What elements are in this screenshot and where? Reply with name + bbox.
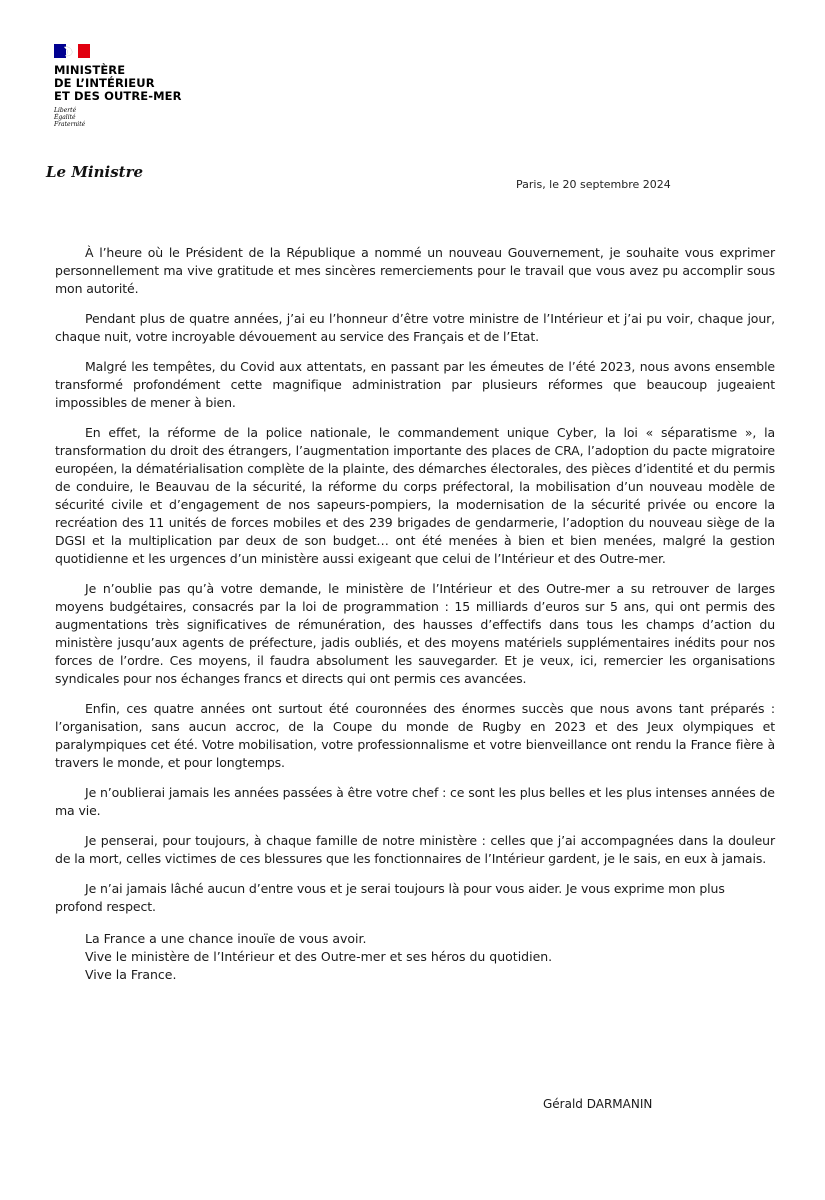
letter-body xyxy=(55,244,775,984)
motto-line: Fraternité xyxy=(54,121,86,128)
marianne-flag-icon xyxy=(54,44,90,58)
ministry-logo xyxy=(54,44,194,128)
paragraph: Je n’oublie pas qu’à votre demande, le ministère de l’Intérieur et des Outre-mer a su retrouver de larges moyens budgétaires, consacrés par la loi de programmation : 15 milliards d’euros sur 5 ans, qui ont permis des augmentations très significatives de rémunération, des hausses d’effectifs dans tous les champs d’action du ministère jusqu’aux agents de préfecture, jadis oubliés, et des moyens matériels supplémentaires inédits pour nos forces de l’ordre. Ces moyens, il faudra absolument les sauvegarder. Et je veux, ici, remercier les organisations syndicales pour nos échanges francs et directs qui ont permis ces avancées. xyxy=(55,581,775,686)
motto-line: Égalité xyxy=(54,114,76,121)
ministry-line: ET DES OUTRE-MER xyxy=(54,89,182,103)
paragraph: Je n’oublierai jamais les années passées à être votre chef : ce sont les plus belles et les plus intenses années de ma vie. xyxy=(55,785,775,818)
republic-motto xyxy=(54,107,194,128)
paragraph: Malgré les tempêtes, du Covid aux attentats, en passant par les émeutes de l’été 2023, nous avons ensemble transformé profondément cette magnifique administration par plusieurs réformes que beaucoup jugeaient impossibles de mener à bien. xyxy=(55,359,775,410)
ministry-line: DE L’INTÉRIEUR xyxy=(54,76,155,90)
motto-line: Liberté xyxy=(54,107,77,114)
paragraph: Enfin, ces quatre années ont surtout été couronnées des énormes succès que nous avons tant préparés : l’organisation, sans aucun accroc, de la Coupe du monde de Rugby en 2023 et des Jeux olympiques et paralympiques cet été. Votre mobilisation, votre professionnalisme et votre bienveillance ont rendu la France fière à travers le monde, et pour longtemps. xyxy=(55,701,775,770)
ministry-name xyxy=(54,64,194,103)
letter-date: Paris, le 20 septembre 2024 xyxy=(516,178,671,191)
closing-line: Vive le ministère de l’Intérieur et des Outre-mer et ses héros du quotidien. xyxy=(85,949,553,964)
ministry-line: MINISTÈRE xyxy=(54,63,126,77)
sender-title: Le Ministre xyxy=(46,163,144,181)
paragraph: Je penserai, pour toujours, à chaque famille de notre ministère : celles que j’ai accompagnées dans la douleur de la mort, celles victimes de ces blessures que les fonctionnaires de l’Intérieur gardent, je le sais, en eux à jamais. xyxy=(55,833,775,866)
paragraph: En effet, la réforme de la police nationale, le commandement unique Cyber, la loi « séparatisme », la transformation du droit des étrangers, l’augmentation importante des places de CRA, l’adoption du pacte migratoire européen, la dématérialisation complète de la plainte, des démarches électorales, des pièces d’identité et du permis de conduire, le Beauvau de la sécurité, la réforme du corps préfectoral, la mobilisation d’un nouveau modèle de sécurité civile et d’engagement de nos sapeurs-pompiers, la modernisation de la sécurité privée ou encore la recréation des 11 unités de forces mobiles et des 239 brigades de gendarmerie, l’adoption du nouveau siège de la DGSI et la multiplication par deux de son budget… ont été menées à bien et bien menées, malgré la gestion quotidienne et les urgences d’un ministère aussi exigeant que celui de l’Intérieur et des Outre-mer. xyxy=(55,425,775,566)
paragraph: Je n’ai jamais lâché aucun d’entre vous et je serai toujours là pour vous aider. Je vous exprime mon plus profond respect. xyxy=(55,881,725,914)
closing-line: Vive la France. xyxy=(85,967,177,982)
paragraph: Pendant plus de quatre années, j’ai eu l’honneur d’être votre ministre de l’Intérieur et j’ai pu voir, chaque jour, chaque nuit, votre incroyable dévouement au service des Français et de l’Etat. xyxy=(55,311,775,344)
paragraph: À l’heure où le Président de la République a nommé un nouveau Gouvernement, je souhaite vous exprimer personnellement ma vive gratitude et mes sincères remerciements pour le travail que vous avez pu accomplir sous mon autorité. xyxy=(55,245,775,296)
closing-line: La France a une chance inouïe de vous avoir. xyxy=(85,931,367,946)
closing-lines xyxy=(55,930,775,984)
signature-name: Gérald DARMANIN xyxy=(543,1097,653,1111)
